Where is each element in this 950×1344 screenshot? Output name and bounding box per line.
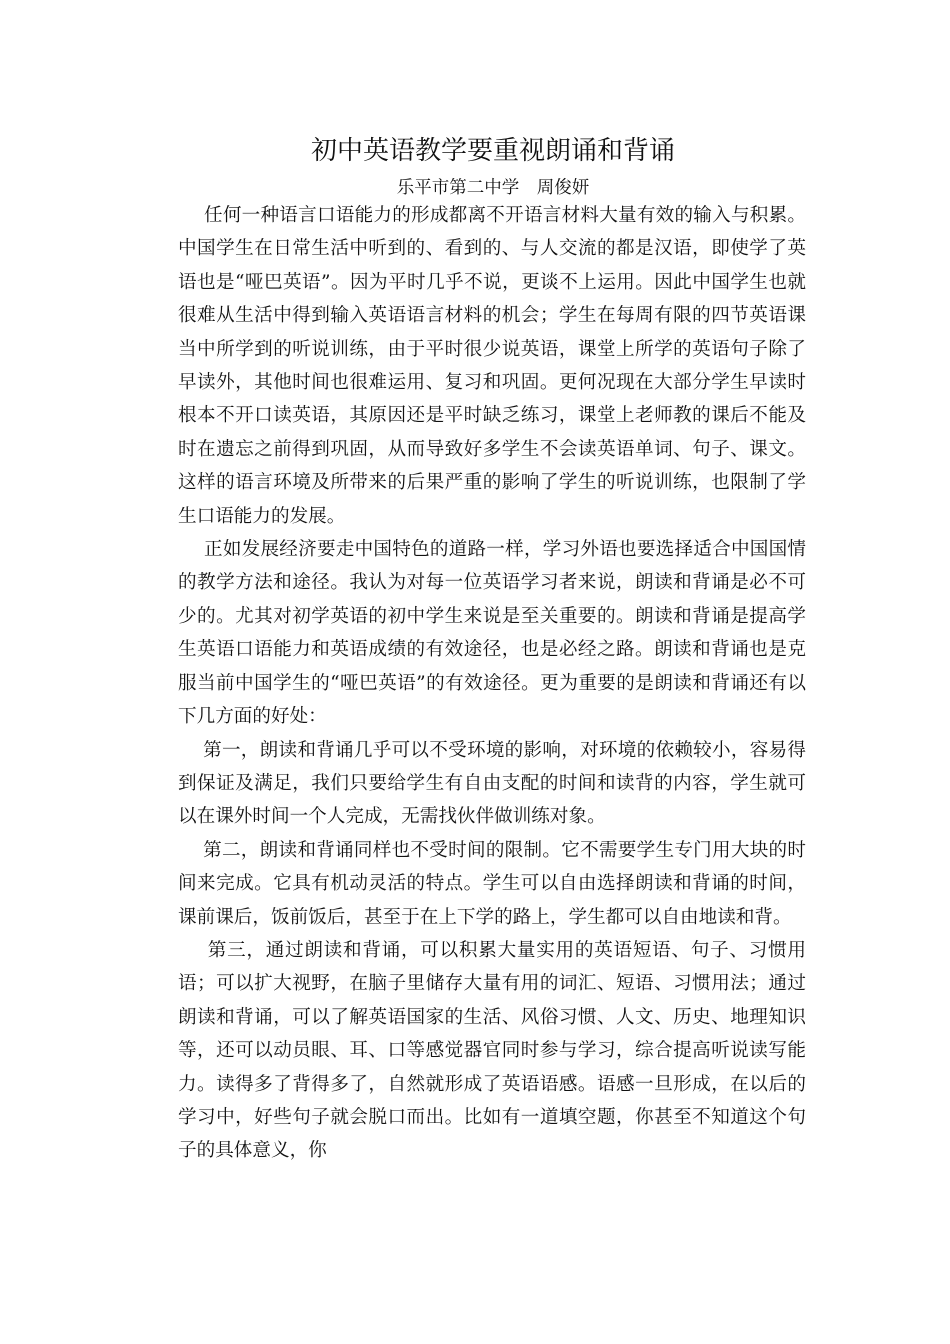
- author-byline: 乐平市第二中学 周俊妍: [396, 178, 590, 198]
- document-title: 初中英语教学要重视朗诵和背诵: [310, 136, 675, 166]
- paragraph-5: 第三，通过朗读和背诵，可以积累大量实用的英语短语、句子、习惯用语；可以扩大视野，在脑子里储存大量有用的词汇、短语、习惯用法；通过朗读和背诵，可以了解英语国家的生活、风俗习惯、人文、历史、地理知识等，还可以动员眼、耳、口等感觉器官同时参与学习，综合提高听说读写能力。读得多了背得多了，自然就形成了英语语感。语感一旦形成，在以后的学习中，好些句子就会脱口而出。比如有一道填空题，你甚至不知道这个句子的具体意义，你: [178, 939, 806, 1162]
- paragraph-2: 正如发展经济要走中国特色的道路一样，学习外语也要选择适合中国国情的教学方法和途径。我认为对每一位英语学习者来说，朗读和背诵是必不可少的。尤其对初学英语的初中学生来说是至关重要的。朗读和背诵是提高学生英语口语能力和英语成绩的有效途径，也是必经之路。朗读和背诵也是克服当前中国学生的“哑巴英语”的有效途径。更为重要的是朗读和背诵还有以下几方面的好处：: [178, 539, 806, 728]
- document-body: [178, 199, 806, 1168]
- paragraph-1: 任何一种语言口语能力的形成都离不开语言材料大量有效的输入与积累。中国学生在日常生活中听到的、看到的、与人交流的都是汉语，即使学了英语也是“哑巴英语”。因为平时几乎不说，更谈不上运用。因此中国学生也就很难从生活中得到输入英语语言材料的机会；学生在每周有限的四节英语课当中所学到的听说训练，由于平时很少说英语，课堂上所学的英语句子除了早读外，其他时间也很难运用、复习和巩固。更何况现在大部分学生早读时根本不开口读英语，其原因还是平时缺乏练习，课堂上老师教的课后不能及时在遗忘之前得到巩固，从而导致好多学生不会读英语单词、句子、课文。这样的语言环境及所带来的后果严重的影响了学生的听说训练，也限制了学生口语能力的发展。: [178, 205, 806, 527]
- paragraph-3: 第一，朗读和背诵几乎可以不受环境的影响，对环境的依赖较小，容易得到保证及满足，我们只要给学生有自由支配的时间和读背的内容，学生就可以在课外时间一个人完成，无需找伙伴做训练对象。: [178, 739, 806, 828]
- paragraph-4: 第二，朗读和背诵同样也不受时间的限制。它不需要学生专门用大块的时间来完成。它具有机动灵活的特点。学生可以自由选择朗读和背诵的时间，课前课后，饭前饭后，甚至于在上下学的路上，学生都可以自由地读和背。: [178, 839, 806, 928]
